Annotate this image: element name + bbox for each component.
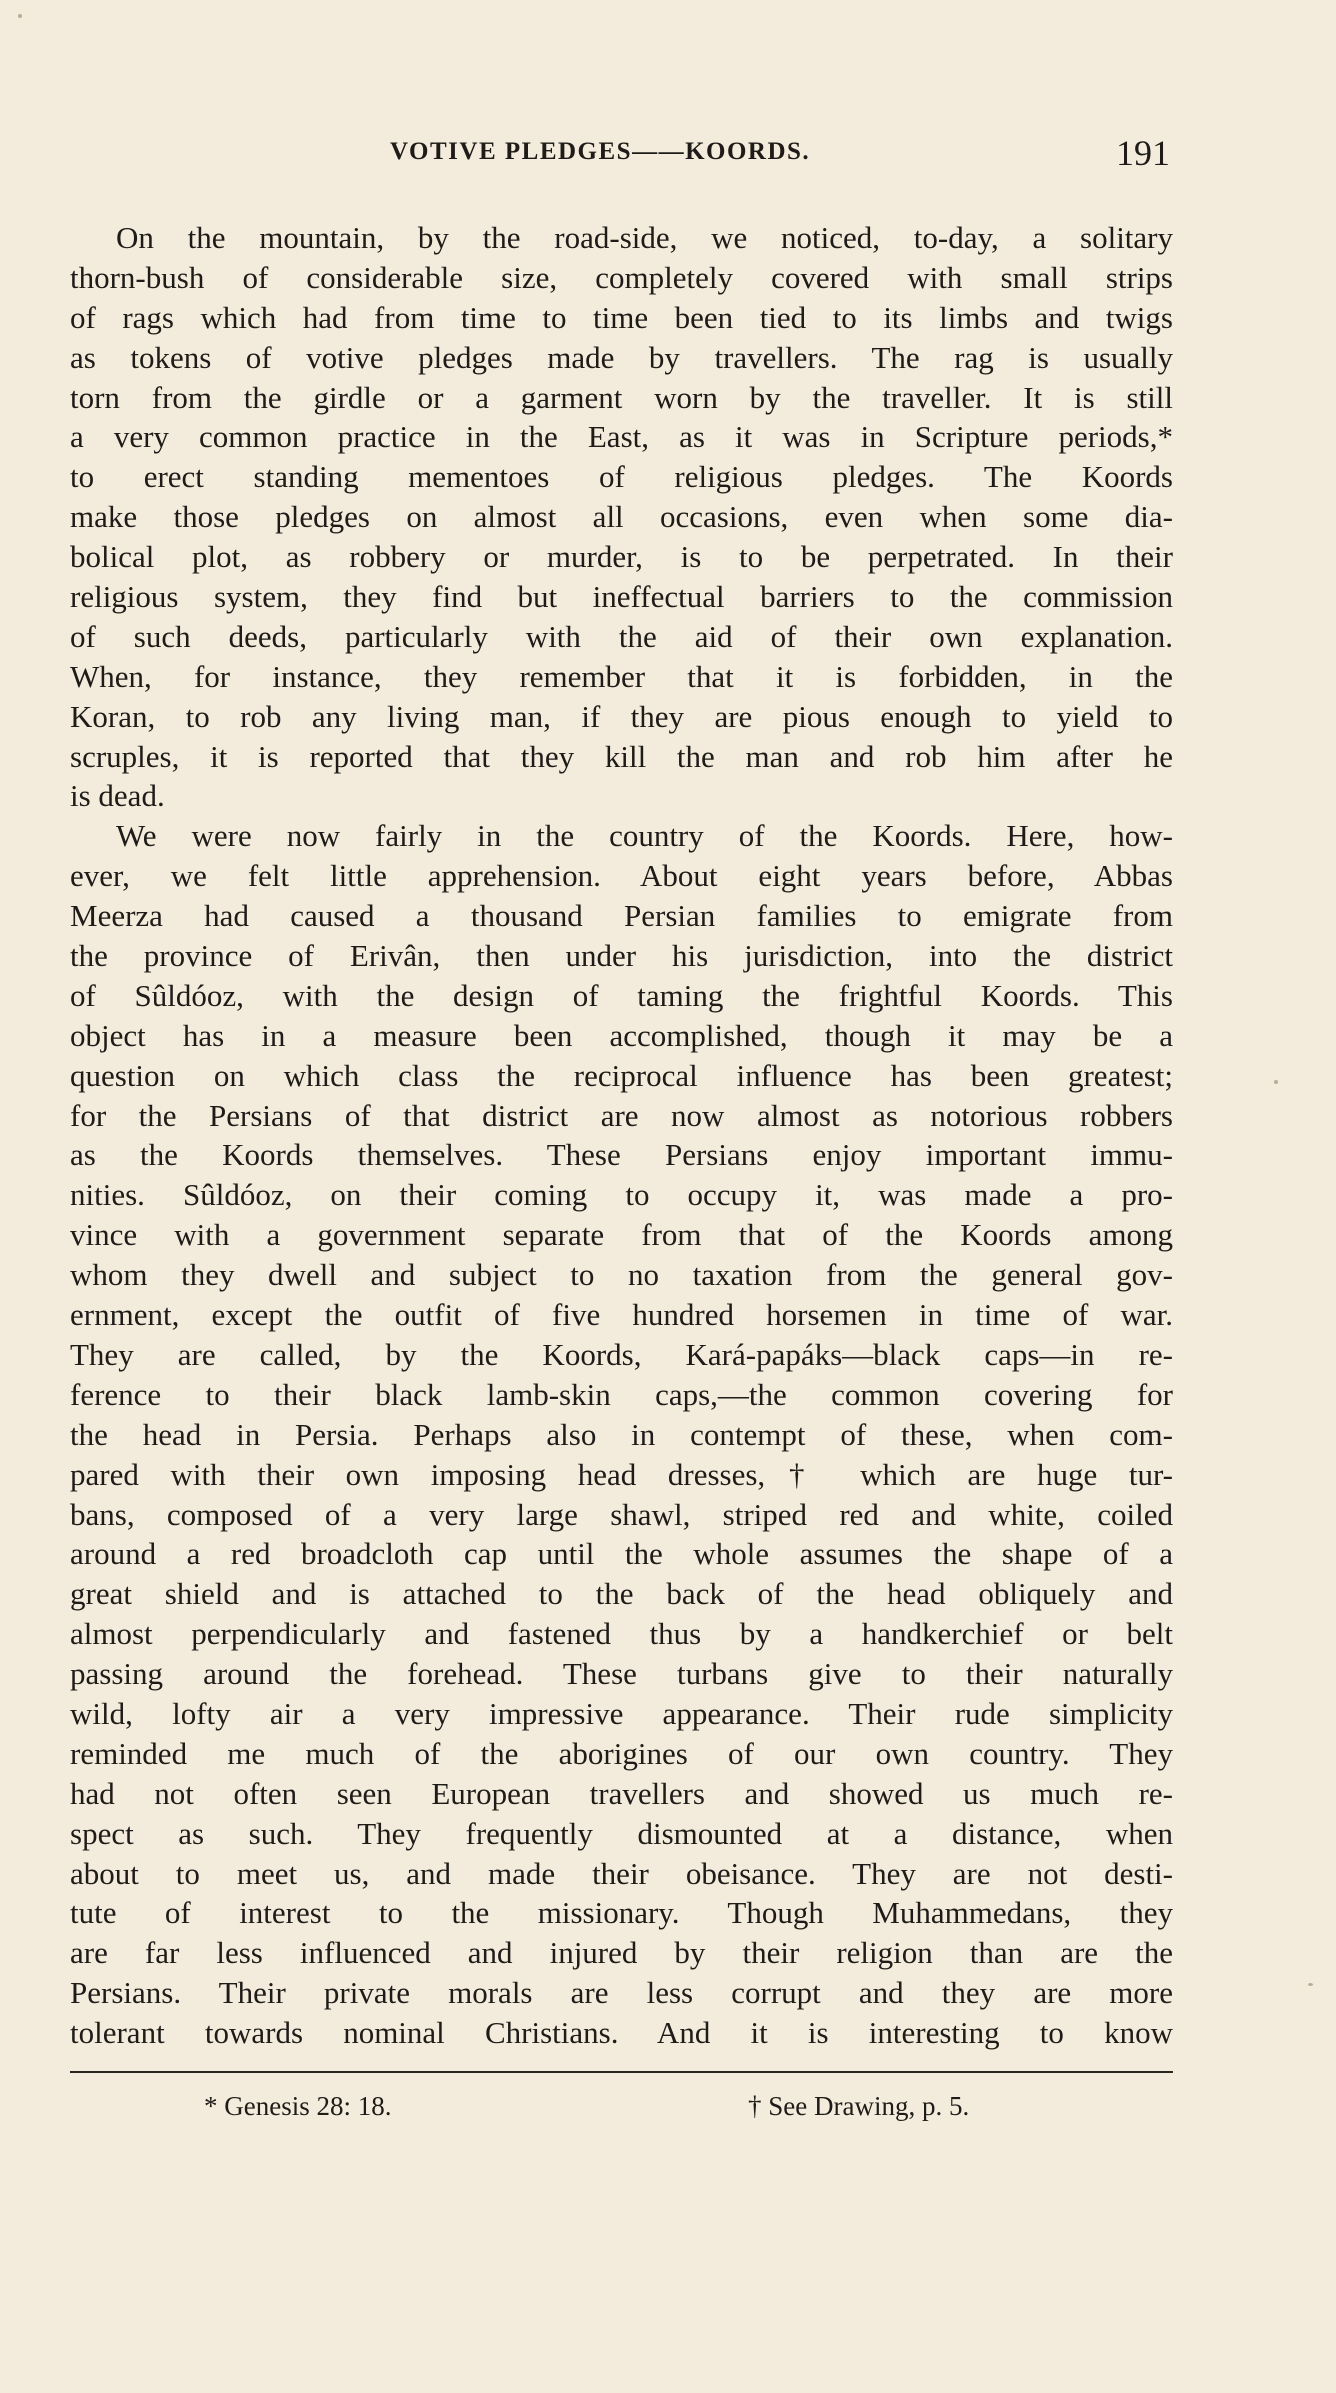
text-line: had not often seen European travellers and showed us much re- — [70, 1775, 1173, 1811]
footnote-genesis: * Genesis 28: 18. — [204, 2091, 392, 2121]
text-line: nities. Sûldóoz, on their coming to occupy it, was made a pro- — [70, 1177, 1173, 1213]
text-line: to erect standing mementoes of religious pledges. The Koords — [70, 459, 1173, 495]
text-line: vince with a government separate from that of the Koords among — [70, 1217, 1173, 1253]
text-line: almost perpendicularly and fastened thus by a handkerchief or belt — [70, 1616, 1173, 1652]
text-line: around a red broadcloth cap until the whole assumes the shape of a — [70, 1536, 1173, 1572]
text-line: On the mountain, by the road-side, we noticed, to-day, a solitary — [116, 220, 1173, 255]
text-line: torn from the girdle or a garment worn by the traveller. It is still — [70, 379, 1173, 415]
text-line: as tokens of votive pledges made by travellers. The rag is usually — [70, 339, 1173, 375]
footnote-drawing: † See Drawing, p. 5. — [748, 2091, 970, 2121]
text-line: scruples, it is reported that they kill the man and rob him after he — [70, 738, 1173, 774]
text-line: the head in Persia. Perhaps also in contempt of these, when com- — [70, 1416, 1173, 1452]
text-line: wild, lofty air a very impressive appearance. Their rude simplicity — [70, 1695, 1173, 1731]
text-line: ernment, except the outfit of five hundred horsemen in time of war. — [70, 1297, 1173, 1333]
footnotes — [70, 2091, 1173, 2131]
text-line: as the Koords themselves. These Persians enjoy important immu- — [70, 1137, 1173, 1173]
text-line: pared with their own imposing head dresses,† which are huge tur- — [70, 1456, 1173, 1492]
text-line: tute of interest to the missionary. Though Muhammedans, they — [70, 1895, 1173, 1931]
text-line: of such deeds, particularly with the aid of their own explanation. — [70, 618, 1173, 654]
text-line: make those pledges on almost all occasions, even when some dia- — [70, 499, 1173, 535]
body-text — [70, 218, 1173, 2053]
text-line: object has in a measure been accomplished, though it may be a — [70, 1017, 1173, 1053]
text-line: of rags which had from time to time been tied to its limbs and twigs — [70, 299, 1173, 335]
text-line: thorn-bush of considerable size, completely covered with small strips — [70, 259, 1173, 295]
text-line: ference to their black lamb-skin caps,—the common covering for — [70, 1376, 1173, 1412]
text-line: a very common practice in the East, as it was in Scripture periods,* — [70, 419, 1173, 455]
page-number: 191 — [1116, 133, 1170, 173]
paper-speck — [18, 14, 22, 18]
text-line: When, for instance, they remember that it is forbidden, in the — [70, 658, 1173, 694]
text-line: tolerant towards nominal Christians. And it is interesting to know — [70, 2015, 1173, 2051]
text-line: spect as such. They frequently dismounted at a distance, when — [70, 1815, 1173, 1851]
text-line: is dead. — [70, 778, 165, 814]
text-line: We were now fairly in the country of the Koords. Here, how- — [116, 818, 1173, 854]
text-line: question on which class the reciprocal influence has been greatest; — [70, 1057, 1173, 1093]
text-line: Meerza had caused a thousand Persian families to emigrate from — [70, 898, 1173, 934]
text-line: are far less influenced and injured by their religion than are the — [70, 1935, 1173, 1971]
text-line: Persians. Their private morals are less corrupt and they are more — [70, 1975, 1173, 2011]
text-line: of Sûldóoz, with the design of taming the frightful Koords. This — [70, 977, 1173, 1013]
text-line: whom they dwell and subject to no taxation from the general gov- — [70, 1257, 1173, 1293]
paper-speck — [1274, 1080, 1278, 1084]
text-line: reminded me much of the aborigines of our own country. They — [70, 1735, 1173, 1771]
text-line: ever, we felt little apprehension. About eight years before, Abbas — [70, 858, 1173, 894]
text-line: passing around the forehead. These turbans give to their naturally — [70, 1656, 1173, 1692]
text-line: religious system, they find but ineffectual barriers to the commission — [70, 579, 1173, 615]
text-line: bolical plot, as robbery or murder, is to be perpetrated. In their — [70, 539, 1173, 575]
text-line: the province of Erivân, then under his jurisdiction, into the district — [70, 938, 1173, 974]
text-line: about to meet us, and made their obeisance. They are not desti- — [70, 1855, 1173, 1891]
text-line: great shield and is attached to the back of the head obliquely and — [70, 1576, 1173, 1612]
running-head-title: VOTIVE PLEDGES——KOORDS. — [390, 138, 811, 165]
text-line: bans, composed of a very large shawl, striped red and white, coiled — [70, 1496, 1173, 1532]
text-line: They are called, by the Koords, Kará-papáks—black caps—in re- — [70, 1336, 1173, 1372]
paper-speck — [1308, 1983, 1313, 1986]
footnote-divider — [70, 2071, 1173, 2073]
text-line: Koran, to rob any living man, if they are pious enough to yield to — [70, 698, 1173, 734]
running-head — [70, 133, 1170, 188]
text-line: for the Persians of that district are now almost as notorious robbers — [70, 1097, 1173, 1133]
